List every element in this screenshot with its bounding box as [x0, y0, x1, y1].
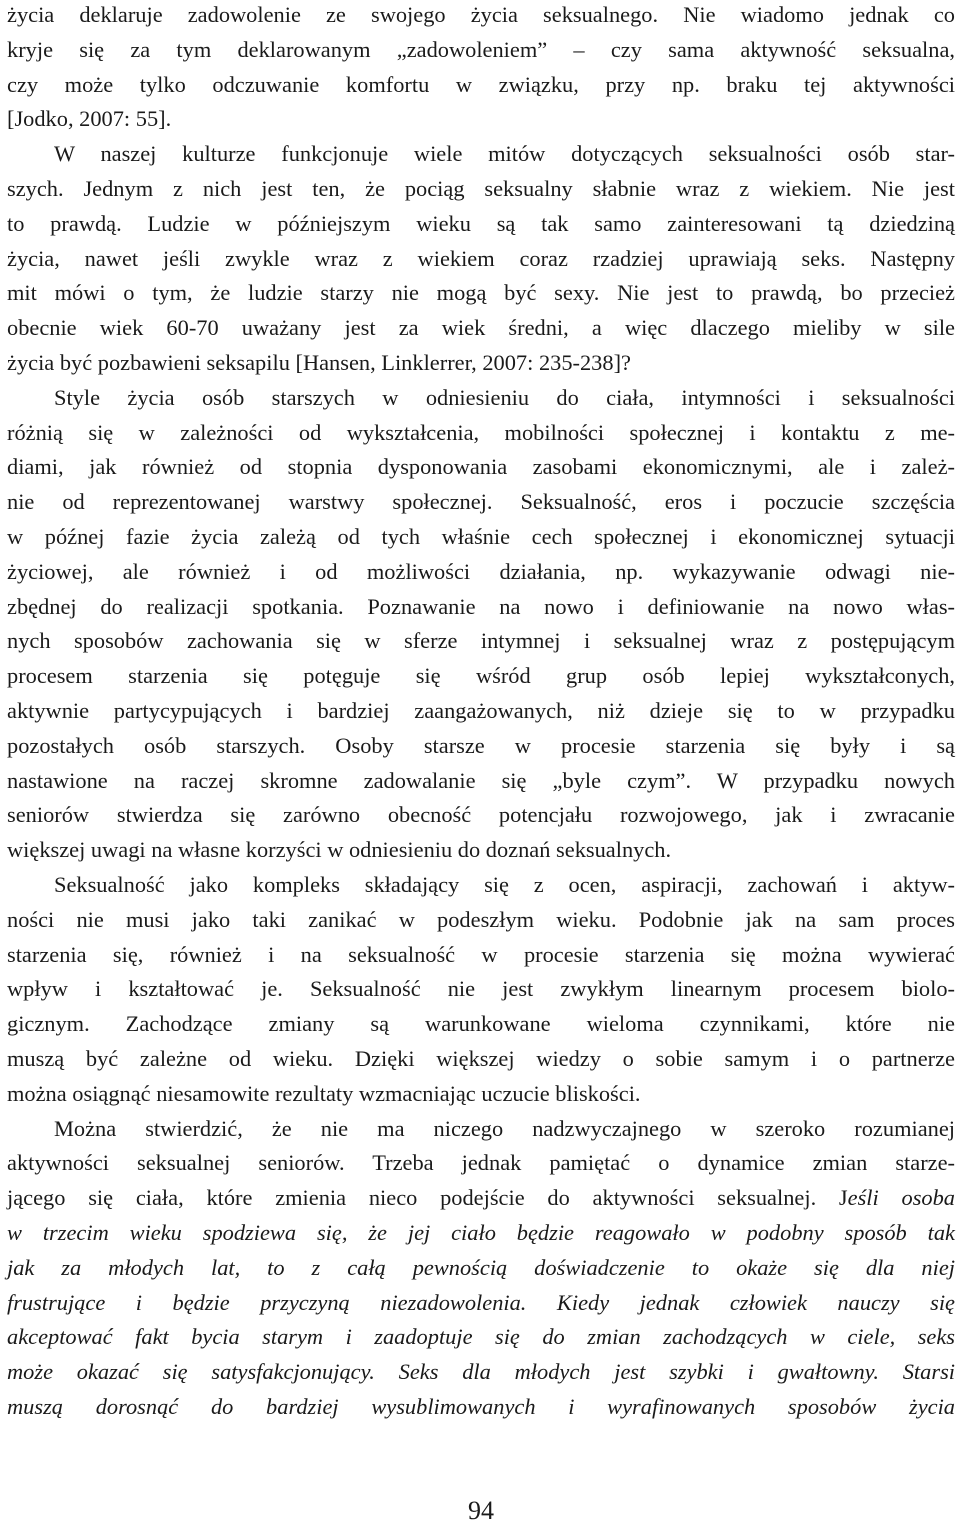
text-line: [7, 418, 955, 448]
text-line-italic: akceptować fakt bycia starym i zaadoptuje się do zmian zachodzących w ciele, seks: [7, 1324, 955, 1350]
text-line-roman: wpływ i kształtować je. Seksualność nie jest zwykłym linearnym procesem biolo-: [7, 976, 955, 1002]
page-number: 94: [468, 1496, 494, 1525]
text-line: [7, 348, 955, 378]
text-line: [7, 1183, 955, 1213]
text-line: [7, 452, 955, 482]
text-line-roman: nie od reprezentowanej warstwy społecznej. Seksualność, eros i poczucie szczęścia: [7, 489, 955, 515]
text-line-italic: jak za młodych lat, to z całą pewnością doświadczenie to okaże się dla niej: [7, 1254, 955, 1280]
text-line-roman: seniorów stwierdza się zarówno obecność potencjału rozwojowego, jak i zwracanie: [7, 802, 955, 828]
text-line: [7, 1114, 955, 1144]
text-line: [7, 1148, 955, 1178]
text-line-roman: mit mówi o tym, że ludzie starzy nie mogą być sexy. Nie jest to prawdą, bo przecież: [7, 280, 955, 306]
text-line: [7, 0, 955, 30]
text-line-roman: to prawdą. Ludzie w późniejszym wieku są tak samo zainteresowani tą dziedziną: [7, 210, 955, 236]
text-line: [7, 800, 955, 830]
text-line-italic: w trzecim wieku spodziewa się, że jej ciało będzie reagowało w podobny sposób tak: [7, 1220, 955, 1245]
text-line-roman: Style życia osób starszych w odniesieniu do ciała, intymności i seksualności: [54, 384, 955, 410]
text-line: [7, 1322, 955, 1352]
text-line: [7, 731, 955, 761]
text-line-roman: jącego się ciała, które zmienia nieco podejście do aktywności seksualnej. J: [7, 1185, 848, 1211]
text-line-roman: większej uwagi na własne korzyści w odniesieniu do doznań seksualnych.: [7, 837, 672, 863]
text-line-roman: nastawione na raczej skromne zadowalanie się „byle czym”. W przypadku nowych: [7, 767, 955, 793]
text-line-italic: może okazać się satysfakcjonujący. Seks dla młodych jest szybki i gwałtowny. Starsi: [7, 1359, 955, 1385]
text-line: [7, 557, 955, 587]
text-line: [7, 1079, 955, 1109]
text-line-roman: życia deklaruje zadowolenie ze swojego życia seksualnego. Nie wiadomo jednak co: [7, 2, 955, 27]
text-line: [7, 383, 955, 413]
text-line-roman: Seksualność jako kompleks składający się z ocen, aspiracji, zachowań i aktyw-: [54, 872, 955, 897]
text-line-roman: W naszej kulturze funkcjonuje wiele mitów dotyczących seksualności osób star-: [54, 141, 955, 167]
text-line-roman: nych sposobów zachowania się w sferze intymnej i seksualnej wraz z postępującym: [7, 628, 955, 654]
text-line: [7, 626, 955, 656]
text-line-roman: pozostałych osób starszych. Osoby starsze w procesie starzenia się były i są: [7, 732, 955, 758]
text-line-roman: życia, nawet jeśli zwykle wraz z wiekiem coraz rzadziej uprawiają seks. Następny: [7, 245, 955, 271]
text-line-roman: aktywności seksualnej seniorów. Trzeba jednak pamiętać o dynamice zmian starze-: [7, 1150, 955, 1176]
text-line-roman: życiowej, ale również i od możliwości działania, np. wykazywanie odwagi nie-: [7, 558, 955, 584]
text-line: [7, 487, 955, 517]
text-line-roman: aktywnie partycypujących i bardziej zaangażowanych, niż dzieje się to w przypadku: [7, 698, 955, 723]
text-line: [7, 974, 955, 1004]
text-line-roman: obecnie wiek 60-70 uważany jest za wiek średni, a więc dlaczego mieliby w sile: [7, 315, 955, 341]
text-line-roman: życia być pozbawieni seksapilu [Hansen, Linklerrer, 2007: 235-238]?: [7, 350, 631, 375]
text-line: [7, 661, 955, 691]
text-line-roman: kryje się za tym deklarowanym „zadowoleniem” – czy sama aktywność seksualna,: [7, 36, 955, 62]
text-line-roman: diami, jak również od stopnia dysponowania zasobami ekonomicznymi, ale i zależ-: [7, 454, 955, 480]
text-line: [7, 1044, 955, 1074]
text-line: [7, 278, 955, 308]
text-line: [7, 905, 955, 935]
text-line: [7, 870, 955, 900]
text-line: [7, 835, 955, 865]
text-line-roman: [Jodko, 2007: 55].: [7, 106, 172, 132]
text-line: [7, 592, 955, 622]
text-line-roman: czy może tylko odczuwanie komfortu w związku, przy np. braku tej aktywności: [7, 71, 955, 97]
text-line: [7, 940, 955, 970]
text-line: [7, 104, 955, 134]
text-line: [7, 1253, 955, 1283]
text-line: [7, 1218, 955, 1248]
text-line-roman: można osiągnąć niesamowite rezultaty wzmacniając uczucie bliskości.: [7, 1080, 641, 1106]
text-line: [7, 766, 955, 796]
text-line: [7, 1357, 955, 1387]
text-line: [7, 70, 955, 100]
text-line: [7, 209, 955, 239]
text-line-italic: frustrujące i będzie przyczyną niezadowolenia. Kiedy jednak człowiek nauczy się: [7, 1289, 955, 1315]
text-line-italic: eśli osoba: [847, 1185, 956, 1211]
document-page: [7, 0, 956, 1525]
text-line-roman: muszą być zależne od wieku. Dzięki większej wiedzy o sobie samym i o partnerze: [7, 1046, 955, 1071]
text-line-roman: gicznym. Zachodzące zmiany są warunkowane wieloma czynnikami, które nie: [7, 1011, 955, 1037]
text-line-roman: zbędnej do realizacji spotkania. Poznawanie na nowo i definiowanie na nowo włas-: [7, 593, 955, 619]
text-line: [7, 696, 955, 726]
text-line-roman: ności nie musi jako taki zanikać w podeszłym wieku. Podobnie jak na sam proces: [7, 906, 955, 932]
text-line: [7, 1288, 955, 1318]
text-line: [7, 174, 955, 204]
text-line-roman: w późnej fazie życia zależą od tych właśnie cech społecznej i ekonomicznej sytuacji: [7, 524, 955, 549]
text-line: [7, 313, 955, 343]
text-line: [7, 1392, 955, 1422]
text-line: [7, 139, 955, 169]
text-line-roman: szych. Jednym z nich jest ten, że pociąg seksualny słabnie wraz z wiekiem. Nie jest: [7, 176, 955, 201]
text-line: [7, 1009, 955, 1039]
text-line-roman: procesem starzenia się potęguje się wśród grup osób lepiej wykształconych,: [7, 663, 955, 689]
text-line: [7, 522, 955, 552]
text-line: [7, 35, 955, 65]
text-line-roman: Można stwierdzić, że nie ma niczego nadzwyczajnego w szeroko rozumianej: [54, 1115, 955, 1141]
text-line-roman: starzenia się, również i na seksualność w procesie starzenia się można wywierać: [7, 941, 955, 967]
text-line-roman: różnią się w zależności od wykształcenia, mobilności społecznej i kontaktu z me-: [7, 419, 955, 445]
text-line-italic: muszą dorosnąć do bardziej wysublimowanych i wyrafinowanych sposobów życia: [7, 1394, 955, 1419]
text-line: [7, 244, 955, 274]
